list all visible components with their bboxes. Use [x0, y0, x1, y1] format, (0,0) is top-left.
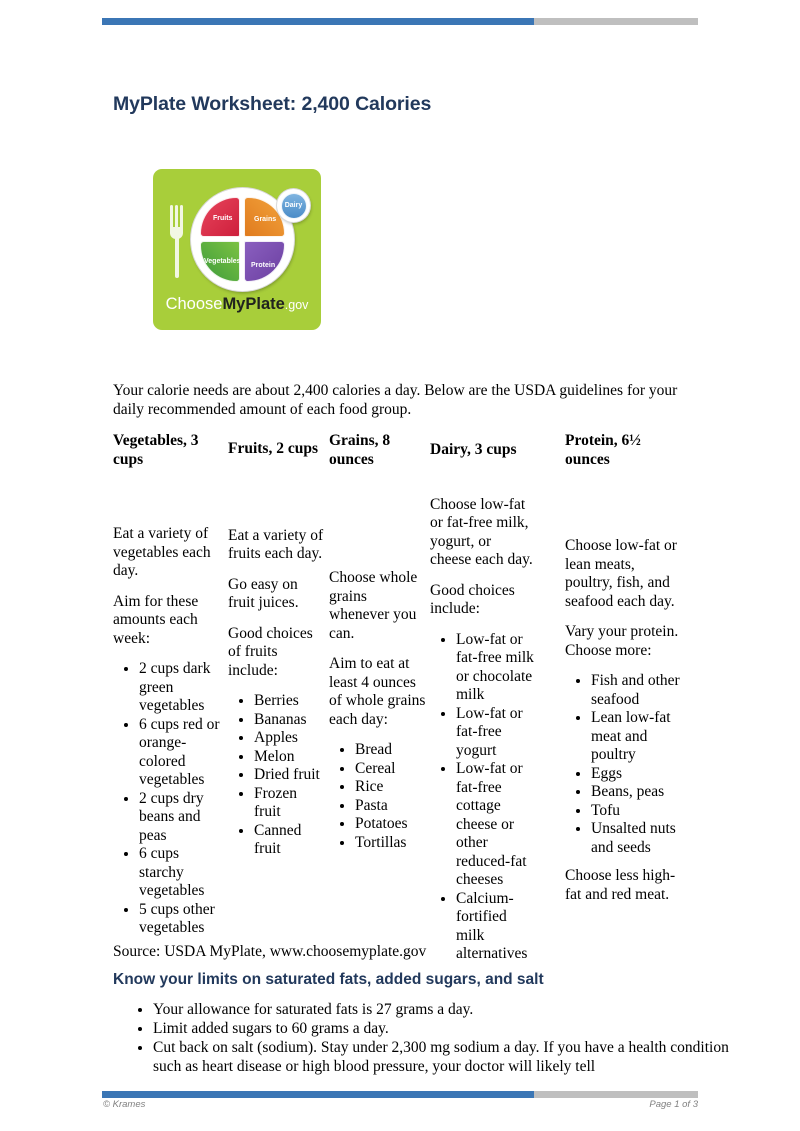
- plate-section-fruits: [200, 197, 240, 237]
- list-item: • Tofu: [591, 802, 685, 821]
- list-item: • Beans, peas: [591, 783, 685, 802]
- plate-section-vegetables: [200, 241, 240, 282]
- list-item: • Tortillas: [355, 834, 427, 853]
- header-rule: [102, 18, 698, 25]
- food-group-text: Aim to eat at least 4 ounces of whole grains each day:: [329, 655, 426, 728]
- plate-label-grains: Grains: [254, 216, 277, 223]
- fork-icon: [170, 205, 185, 277]
- source-line: Source: USDA MyPlate, www.choosemyplate.gov: [113, 943, 427, 960]
- footer-rule: [102, 1091, 698, 1098]
- list-item: • Eggs: [591, 765, 685, 784]
- food-group-list-fruits: [228, 692, 324, 859]
- food-group-footer-protein: Choose less high-fat and red meat.: [565, 867, 676, 903]
- list-item: • Low-fat or fat-free milk or chocolate milk: [456, 631, 536, 705]
- footer-rule-grey-segment: [534, 1091, 698, 1098]
- wordmark-myplate: MyPlate: [222, 295, 285, 313]
- plate-label-vegetables: Vegetables: [204, 258, 241, 265]
- wordmark-choose: Choose: [165, 295, 223, 313]
- list-item: • Your allowance for saturated fats is 27 grams a day.: [153, 1000, 733, 1019]
- list-item: • Frozen fruit: [254, 785, 324, 822]
- list-item: • Dried fruit: [254, 766, 324, 785]
- food-group-text: Choose whole grains whenever you can.: [329, 569, 418, 642]
- list-item: • Cut back on salt (sodium). Stay under 2,300 mg sodium a day. If you have a health condition such as heart disease or high blood pressure, your doctor will likely tell: [153, 1038, 733, 1076]
- food-group-list-vegetables: [113, 660, 225, 938]
- dairy-cup-icon: [277, 189, 310, 222]
- food-group-column-protein: [565, 432, 685, 916]
- list-item: • Fish and other seafood: [591, 672, 685, 709]
- food-group-heading-grains: Grains, 8 ounces: [329, 432, 391, 468]
- food-group-text: Choose low-fat or fat-free milk, yogurt, or cheese each day.: [430, 495, 533, 568]
- plate-label-fruits: Fruits: [213, 215, 233, 222]
- list-item: • Limit added sugars to 60 grams a day.: [153, 1019, 733, 1038]
- section-heading-limits: Know your limits on saturated fats, added sugars, and salt: [113, 971, 544, 988]
- intro-paragraph: Your calorie needs are about 2,400 calories a day. Below are the USDA guidelines for your daily recommended amount of each food group.: [113, 382, 678, 418]
- food-group-text: Good choices of fruits include:: [228, 624, 313, 679]
- limits-list: [113, 1000, 733, 1076]
- list-item: • Cereal: [355, 760, 427, 779]
- food-group-text: Eat a variety of vegetables each day.: [113, 525, 211, 579]
- list-item: • Potatoes: [355, 815, 427, 834]
- plate-label-dairy: Dairy: [284, 201, 303, 209]
- list-item: • 5 cups other vegetables: [139, 901, 225, 938]
- header-rule-blue-segment: [102, 18, 534, 25]
- food-group-list-grains: [329, 741, 427, 852]
- list-item: • Bananas: [254, 711, 324, 730]
- food-group-text: Eat a variety of fruits each day.: [228, 526, 324, 562]
- myplate-logo: [153, 169, 321, 330]
- list-item: • 6 cups starchy vegetables: [139, 845, 225, 901]
- list-item: • 2 cups dry beans and peas: [139, 790, 225, 846]
- wordmark-gov: .gov: [284, 298, 309, 312]
- list-item: • 6 cups red or orange-colored vegetables: [139, 716, 225, 790]
- food-group-text: Vary your protein. Choose more:: [565, 623, 679, 659]
- food-group-heading-dairy: Dairy, 3 cups: [430, 441, 517, 458]
- list-item: • Pasta: [355, 797, 427, 816]
- list-item: • Low-fat or fat-free cottage cheese or other reduced-fat cheeses: [456, 760, 536, 890]
- footer-rule-blue-segment: [102, 1091, 534, 1098]
- list-item: • Rice: [355, 778, 427, 797]
- food-group-heading-protein: Protein, 6½ ounces: [565, 432, 641, 468]
- food-group-text: Aim for these amounts each week:: [113, 592, 199, 647]
- header-rule-grey-segment: [534, 18, 698, 25]
- food-group-column-grains: [329, 432, 427, 862]
- list-item: • Lean low-fat meat and poultry: [591, 709, 685, 765]
- food-group-text: Good choices include:: [430, 581, 515, 617]
- food-group-heading-vegetables: Vegetables, 3 cups: [113, 432, 199, 468]
- page-title: MyPlate Worksheet: 2,400 Calories: [113, 93, 432, 115]
- food-group-list-dairy: [430, 631, 536, 964]
- list-item: • Calcium-fortified milk alternatives: [456, 890, 536, 964]
- footer-page-number: Page 1 of 3: [649, 1099, 698, 1110]
- list-item: • Low-fat or fat-free yogurt: [456, 705, 536, 761]
- list-item: • 2 cups dark green vegetables: [139, 660, 225, 716]
- plate-label-protein: Protein: [251, 262, 276, 269]
- list-item: • Berries: [254, 692, 324, 711]
- food-group-list-protein: [565, 672, 685, 857]
- food-group-column-dairy: [430, 441, 536, 974]
- list-item: • Melon: [254, 748, 324, 767]
- food-group-heading-fruits: Fruits, 2 cups: [228, 440, 318, 457]
- list-item: • Canned fruit: [254, 822, 324, 859]
- food-group-text: Go easy on fruit juices.: [228, 575, 299, 611]
- list-item: • Apples: [254, 729, 324, 748]
- food-group-column-vegetables: [113, 432, 225, 948]
- food-group-column-fruits: [228, 440, 324, 869]
- list-item: • Bread: [355, 741, 427, 760]
- footer-copyright: © Krames: [103, 1099, 146, 1110]
- myplate-wordmark: [153, 295, 321, 314]
- list-item: • Unsalted nuts and seeds: [591, 820, 685, 857]
- food-group-text: Choose low-fat or lean meats, poultry, fish, and seafood each day.: [565, 537, 677, 610]
- plate-section-protein: [244, 241, 285, 282]
